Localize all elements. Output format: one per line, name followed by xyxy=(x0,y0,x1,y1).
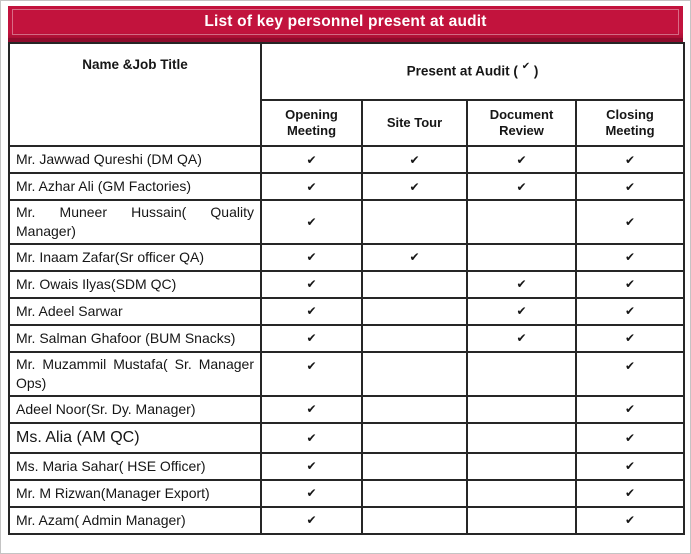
table-row xyxy=(9,146,684,173)
col-header-closing-meeting: Closing Meeting xyxy=(576,100,684,146)
check-icon: ✔ xyxy=(516,331,527,346)
check-icon: ✔ xyxy=(516,179,527,194)
attendance-check-cell xyxy=(576,200,684,244)
person-name-cell: Adeel Noor(Sr. Dy. Manager) xyxy=(9,396,261,423)
attendance-check-cell xyxy=(576,480,684,507)
person-name-cell: Mr. Jawwad Qureshi (DM QA) xyxy=(9,146,261,173)
attendance-check-cell xyxy=(362,200,467,244)
attendance-check-cell xyxy=(467,480,576,507)
check-icon: ✔ xyxy=(516,277,527,292)
table-row xyxy=(9,352,684,396)
attendance-check-cell xyxy=(576,396,684,423)
table-row xyxy=(9,396,684,423)
attendance-check-cell xyxy=(261,200,362,244)
attendance-check-cell xyxy=(261,480,362,507)
attendance-check-cell xyxy=(576,325,684,352)
attendance-check-cell xyxy=(362,507,467,534)
check-icon: ✔ xyxy=(306,331,317,346)
personnel-table xyxy=(8,42,685,535)
attendance-check-cell xyxy=(261,146,362,173)
attendance-check-cell xyxy=(362,271,467,298)
present-header-prefix: Present at Audit ( xyxy=(406,63,518,79)
check-icon: ✔ xyxy=(409,179,420,194)
person-name-cell: Mr. Inaam Zafar(Sr officer QA) xyxy=(9,244,261,271)
person-name-cell: Mr. Muzammil Mustafa( Sr. Manager Ops) xyxy=(9,352,261,396)
page-title: List of key personnel present at audit xyxy=(204,13,487,30)
table-row xyxy=(9,507,684,534)
check-icon: ✔ xyxy=(409,152,420,167)
col-header-name-job-title: Name &Job Title xyxy=(9,43,261,146)
personnel-table-body xyxy=(9,146,684,534)
attendance-check-cell xyxy=(261,271,362,298)
table-header xyxy=(9,43,684,146)
header-row-group xyxy=(9,43,684,100)
attendance-check-cell xyxy=(261,352,362,396)
table-row xyxy=(9,200,684,244)
attendance-check-cell xyxy=(362,453,467,480)
attendance-check-cell xyxy=(576,146,684,173)
check-icon: ✔ xyxy=(306,513,317,528)
attendance-check-cell xyxy=(467,396,576,423)
person-name-cell: Mr. Muneer Hussain( Quality Manager) xyxy=(9,200,261,244)
check-icon: ✔ xyxy=(624,179,636,194)
attendance-check-cell xyxy=(467,352,576,396)
attendance-check-cell xyxy=(467,146,576,173)
check-icon: ✔ xyxy=(624,459,636,474)
attendance-check-cell xyxy=(467,453,576,480)
attendance-check-cell xyxy=(576,244,684,271)
attendance-check-cell xyxy=(261,244,362,271)
check-icon: ✔ xyxy=(624,430,636,445)
attendance-check-cell xyxy=(362,173,467,200)
person-name-cell: Mr. M Rizwan(Manager Export) xyxy=(9,480,261,507)
col-header-present-at-audit xyxy=(261,43,684,100)
check-icon: ✔ xyxy=(306,459,317,474)
attendance-check-cell xyxy=(467,507,576,534)
person-name-cell: Mr. Azhar Ali (GM Factories) xyxy=(9,173,261,200)
attendance-check-cell xyxy=(576,298,684,325)
check-icon: ✔ xyxy=(306,179,317,194)
attendance-check-cell xyxy=(576,271,684,298)
person-name-cell: Mr. Salman Ghafoor (BUM Snacks) xyxy=(9,325,261,352)
attendance-check-cell xyxy=(362,298,467,325)
present-header-suffix: ) xyxy=(533,63,539,79)
person-name-cell: Ms. Alia (AM QC) xyxy=(9,423,261,453)
check-icon: ✔ xyxy=(624,358,636,373)
attendance-check-cell xyxy=(467,244,576,271)
attendance-check-cell xyxy=(362,352,467,396)
attendance-check-cell xyxy=(261,325,362,352)
table-row xyxy=(9,423,684,453)
check-icon: ✔ xyxy=(624,513,636,528)
check-icon: ✔ xyxy=(306,304,317,319)
attendance-check-cell xyxy=(362,244,467,271)
attendance-check-cell xyxy=(362,423,467,453)
attendance-check-cell xyxy=(261,298,362,325)
table-row xyxy=(9,271,684,298)
attendance-check-cell xyxy=(467,298,576,325)
check-icon: ✔ xyxy=(306,358,317,373)
attendance-check-cell xyxy=(261,423,362,453)
attendance-check-cell xyxy=(576,352,684,396)
table-row xyxy=(9,453,684,480)
person-name-cell: Mr. Owais Ilyas(SDM QC) xyxy=(9,271,261,298)
attendance-check-cell xyxy=(576,423,684,453)
check-icon: ✔ xyxy=(306,214,317,229)
attendance-check-cell xyxy=(576,453,684,480)
attendance-check-cell xyxy=(467,200,576,244)
check-icon: ✔ xyxy=(624,277,636,292)
person-name-cell: Ms. Maria Sahar( HSE Officer) xyxy=(9,453,261,480)
col-header-opening-meeting: Opening Meeting xyxy=(261,100,362,146)
attendance-check-cell xyxy=(362,480,467,507)
table-row xyxy=(9,480,684,507)
person-name-cell: Mr. Azam( Admin Manager) xyxy=(9,507,261,534)
attendance-check-cell xyxy=(261,507,362,534)
check-icon: ✔ xyxy=(624,486,636,501)
attendance-check-cell xyxy=(467,173,576,200)
table-row xyxy=(9,244,684,271)
col-header-document-review: Document Review xyxy=(467,100,576,146)
attendance-check-cell xyxy=(467,423,576,453)
check-icon: ✔ xyxy=(624,214,636,229)
attendance-check-cell xyxy=(467,325,576,352)
check-icon: ✔ xyxy=(306,277,317,292)
check-icon: ✔ xyxy=(521,61,531,73)
check-icon: ✔ xyxy=(306,152,317,167)
check-icon: ✔ xyxy=(516,152,527,167)
table-row xyxy=(9,298,684,325)
attendance-check-cell xyxy=(467,271,576,298)
check-icon: ✔ xyxy=(409,250,420,265)
check-icon: ✔ xyxy=(516,304,527,319)
attendance-check-cell xyxy=(362,396,467,423)
attendance-check-cell xyxy=(261,396,362,423)
check-icon: ✔ xyxy=(306,250,317,265)
check-icon: ✔ xyxy=(624,250,636,265)
attendance-check-cell xyxy=(576,173,684,200)
attendance-check-cell xyxy=(261,453,362,480)
check-icon: ✔ xyxy=(306,402,317,417)
document-title-bar xyxy=(8,6,683,42)
col-header-site-tour: Site Tour xyxy=(362,100,467,146)
check-icon: ✔ xyxy=(624,402,636,417)
table-row xyxy=(9,325,684,352)
attendance-check-cell xyxy=(261,173,362,200)
check-icon: ✔ xyxy=(624,152,636,167)
attendance-check-cell xyxy=(362,325,467,352)
check-icon: ✔ xyxy=(306,430,317,445)
person-name-cell: Mr. Adeel Sarwar xyxy=(9,298,261,325)
attendance-check-cell xyxy=(576,507,684,534)
check-icon: ✔ xyxy=(624,331,636,346)
check-icon: ✔ xyxy=(624,304,636,319)
check-icon: ✔ xyxy=(306,486,317,501)
attendance-check-cell xyxy=(362,146,467,173)
table-row xyxy=(9,173,684,200)
